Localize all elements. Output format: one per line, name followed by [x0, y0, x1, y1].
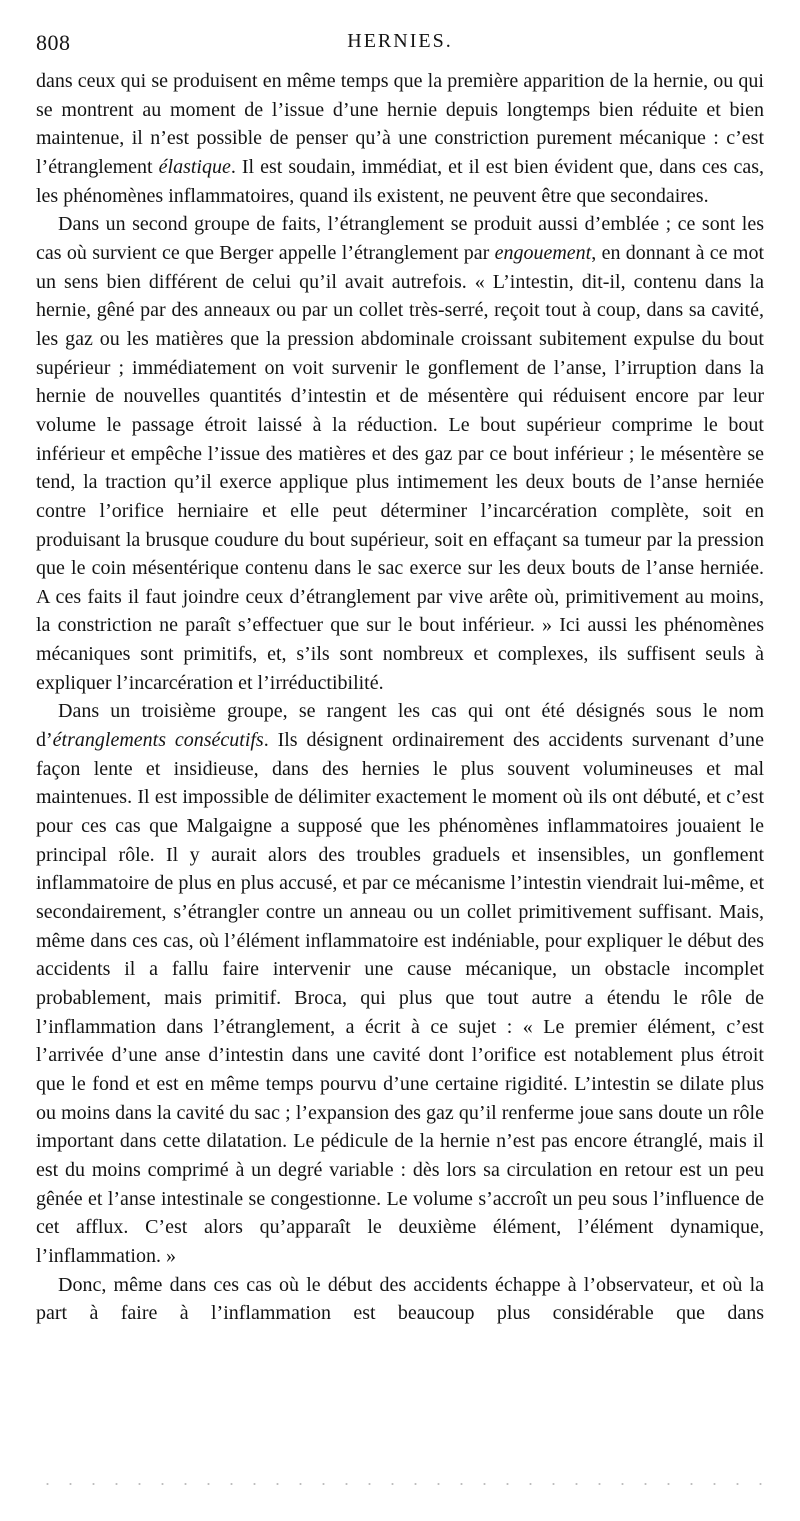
- text-run: Donc, même dans ces cas où le début des accidents échappe à l’observateur, et où la part à faire à l’inflammation est beaucoup plus considérable que dans: [36, 1273, 764, 1325]
- print-speckle: [36, 1482, 764, 1486]
- italic-term-elastique: élastique: [158, 155, 231, 178]
- paragraph-3: [36, 697, 764, 1270]
- paragraph-4: [36, 1271, 764, 1328]
- italic-term-engouement: engouement: [494, 241, 592, 264]
- body-text: [36, 67, 764, 1328]
- text-run: . Ils désignent ordinairement des accidents survenant d’une façon lente et insidieuse, dans des hernies le plus souvent volumineuses et mal maintenues. Il est impossible de délimiter exactement le moment où ils ont débuté, et c’est pour ces cas que Malgaigne a supposé que les phénomènes inflammatoires jouaient le principal rôle. Il y aurait alors des troubles graduels et insensibles, un gonflement inflammatoire de plus en plus accusé, et par ce mécanisme l’intestin viendrait lui-même, et secondairement, s’étrangler contre un anneau ou un collet primitivement suffisant. Mais, même dans ces cas, où l’élément inflammatoire est indéniable, pour expliquer le début des accidents il a fallu faire intervenir une cause mécanique, un obstacle incomplet probablement, mais primitif. Broca, qui plus que tout autre a étendu le rôle de l’inflammation dans l’étranglement, a écrit à ce sujet : « Le premier élément, c’est l’arrivée d’une anse d’intestin dans une cavité dont l’orifice est notablement plus étroit que le fond et est en même temps pourvu d’une certaine rigidité. L’intestin se dilate plus ou moins dans la cavité du sac ; l’expansion des gaz qu’il renferme joue sans doute un rôle important dans cette dilatation. Le pédicule de la hernie n’est pas encore étranglé, mais il est du moins comprimé à un degré variable : dès lors sa circulation en retour est un peu gênée et l’anse intestinale se congestionne. Le volume s’accroît un peu sous l’influence de cet afflux. C’est alors qu’apparaît le deuxième élément, l’élément dynamique, l’inflammation. »: [36, 729, 764, 1267]
- paragraph-1: [36, 67, 764, 210]
- running-title: HERNIES.: [347, 30, 453, 52]
- italic-term-etranglements-consecutifs: étranglements consécutifs: [52, 729, 264, 752]
- paragraph-2: [36, 210, 764, 697]
- text-run: . Il est soudain, immédiat, et il est bien évident que, dans ces cas, les phénomènes inflammatoires, quand ils existent, ne peuvent être que secondaires.: [36, 155, 764, 207]
- text-run: Dans un troisième groupe, se rangent les cas qui ont été désignés sous le nom d’: [36, 700, 764, 752]
- page-number: 808: [36, 30, 71, 55]
- text-run: Dans un second groupe de faits, l’étranglement se produit aussi d’emblée ; ce sont les cas où survient ce que Berger appelle l’étranglement par: [36, 213, 764, 264]
- text-run: dans ceux qui se produisent en même temps que la première apparition de la hernie, ou qui se montrent au moment de l’issue d’une hernie depuis longtemps bien réduite et bien maintenue, il n’est possible de penser qu’à une constriction purement mécanique : c’est l’étranglement: [36, 70, 764, 178]
- page-header: [36, 30, 764, 58]
- text-run: , en donnant à ce mot un sens bien différent de celui qu’il avait autrefois. « L’intestin, dit-il, contenu dans la hernie, gêné par des anneaux ou par un collet très-serré, reçoit tout à coup, dans sa cavité, les gaz ou les matières que la pression abdominale croissant subitement expulse du bout supérieur ; immédiatement on voit survenir le gonflement de l’anse, l’irruption dans la hernie de nouvelles quantités d’intestin et de mésentère qui réduisent encore par leur volume le passage étroit laissé à la réduction. Le bout supérieur comprime le bout inférieur et empêche l’issue des matières et des gaz par ce bout inférieur ; le mésentère se tend, la traction qu’il exerce applique plus intimement les deux bouts de l’anse herniée contre l’orifice herniaire et elle peut déterminer l’incarcération complète, soit en produisant la brusque coudure du bout supérieur, soit en effaçant sa tumeur par la pression que le coin mésentérique contenu dans le sac exerce sur les deux bouts de l’anse herniée. A ces faits il faut joindre ceux d’étranglement par vive arête où, primitivement au moins, la constriction ne paraît s’effectuer que sur le bout inférieur. » Ici aussi les phénomènes mécaniques sont primitifs, et, s’ils sont nombreux et complexes, ils suffisent seuls à expliquer l’incarcération et l’irréductibilité.: [36, 241, 765, 694]
